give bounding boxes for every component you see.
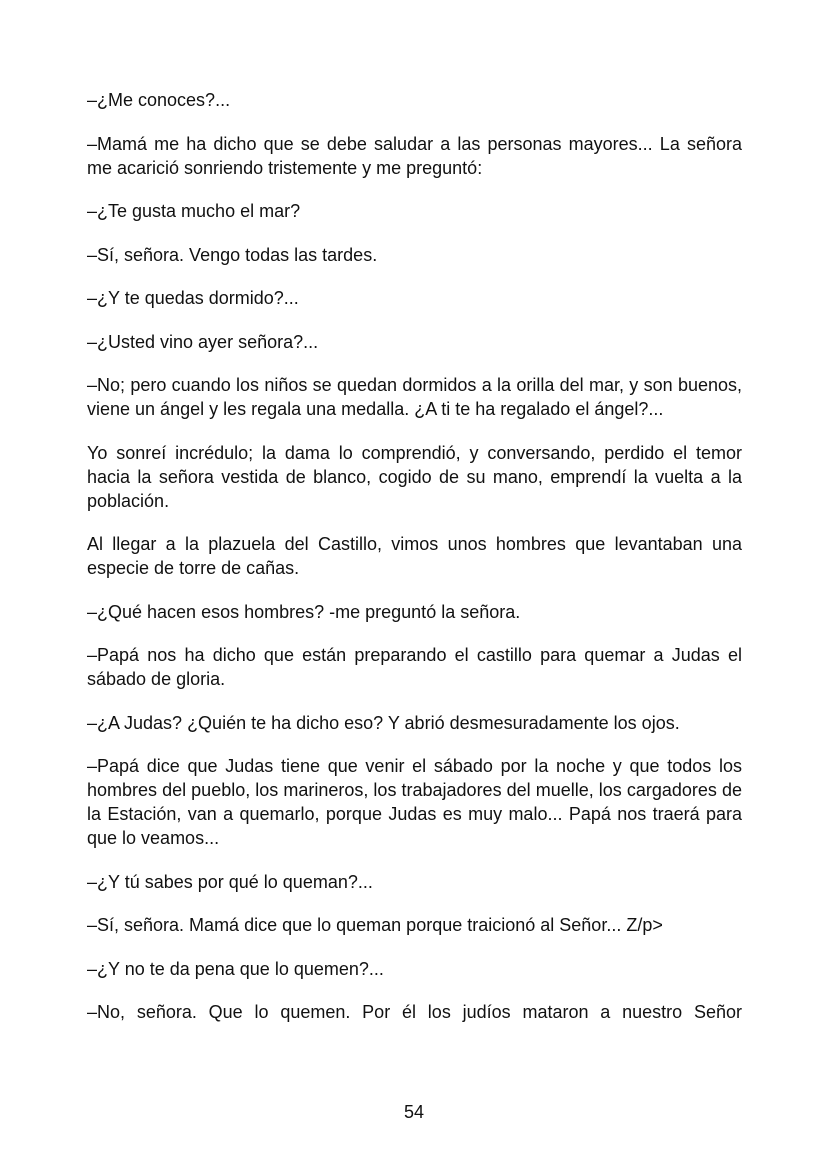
paragraph: –¿Y tú sabes por qué lo queman?...: [87, 871, 373, 892]
paragraph: –Papá dice que Judas tiene que venir el sábado por la noche y que todos los hombres del pueblo, los marineros, los trabajadores del muelle, los cargadores de la Estación, van a quemarlo, porque Judas es muy malo... Papá nos traerá para que lo veamos...: [87, 756, 742, 848]
paragraph: Yo sonreí incrédulo; la dama lo comprendió, y conversando, perdido el temor hacia la señora vestida de blanco, cogido de su mano, emprendí la vuelta a la población.: [87, 442, 742, 511]
paragraph: –¿Y te quedas dormido?...: [87, 288, 299, 308]
paragraph: –¿A Judas? ¿Quién te ha dicho eso? Y abrió desmesuradamente los ojos.: [87, 712, 680, 733]
paragraph: –¿Te gusta mucho el mar?: [87, 201, 301, 221]
paragraph: –¿Y no te da pena que lo quemen?...: [87, 958, 384, 979]
paragraph: –¿Me conoces?...: [87, 90, 231, 110]
paragraph: –Sí, señora. Vengo todas las tardes.: [87, 244, 378, 265]
paragraph: Al llegar a la plazuela del Castillo, vimos unos hombres que levantaban una especie de torre de cañas.: [87, 534, 742, 578]
page-number: 54: [403, 1102, 425, 1122]
paragraph: –Mamá me ha dicho que se debe saludar a las personas mayores... La señora me acarició sonriendo tristemente y me preguntó:: [87, 133, 742, 178]
paragraph: –No, señora. Que lo quemen. Por él los judíos mataron a nuestro Señor: [87, 1002, 742, 1022]
page-body: [87, 88, 742, 1044]
paragraph: –Papá nos ha dicho que están preparando el castillo para quemar a Judas el sábado de gloria.: [87, 645, 742, 689]
paragraph: –¿Usted vino ayer señora?...: [87, 331, 319, 352]
paragraph: –No; pero cuando los niños se quedan dormidos a la orilla del mar, y son buenos, viene un ángel y les regala una medalla. ¿A ti te ha regalado el ángel?...: [87, 375, 742, 419]
paragraph: –Sí, señora. Mamá dice que lo queman porque traicionó al Señor... Z/p>: [87, 915, 663, 935]
paragraph: –¿Qué hacen esos hombres? -me preguntó la señora.: [87, 601, 521, 622]
